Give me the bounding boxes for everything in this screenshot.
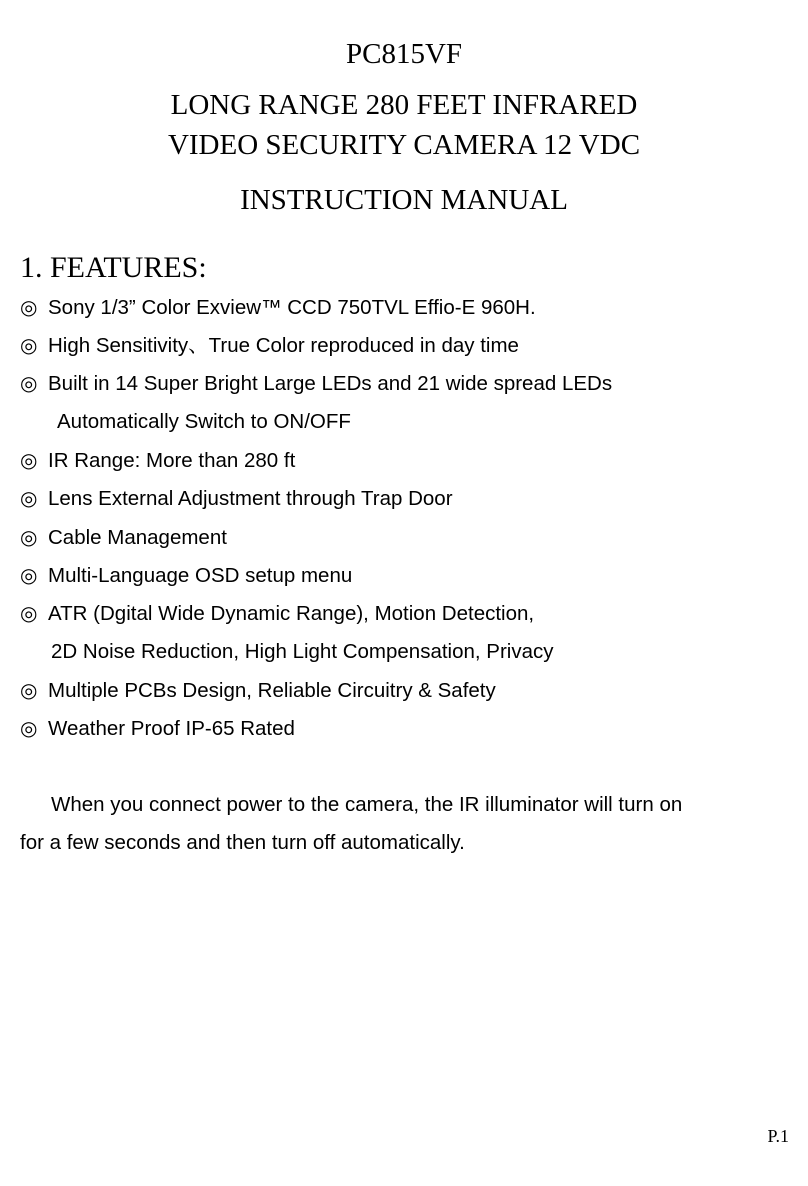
title-line-1: LONG RANGE 280 FEET INFRARED [170,89,638,121]
feature-text: Weather Proof IP-65 Rated [48,717,295,740]
feature-text: Lens External Adjustment through Trap Door [48,487,453,510]
bullet-icon: ◎ [20,525,38,549]
feature-item [20,370,612,397]
bullet-icon: ◎ [20,448,38,472]
bullet-icon: ◎ [20,716,38,740]
feature-continuation: 2D Noise Reduction, High Light Compensation, Privacy [51,640,554,663]
manual-title: INSTRUCTION MANUAL [240,184,568,216]
feature-item [20,485,453,512]
bullet-icon: ◎ [20,486,38,510]
feature-item [20,600,534,627]
feature-text: Built in 14 Super Bright Large LEDs and 21 wide spread LEDs [48,372,613,395]
feature-item [20,447,295,474]
title-line-2: VIDEO SECURITY CAMERA 12 VDC [167,129,641,161]
bullet-icon: ◎ [20,371,38,395]
page-number: P.1 [767,1126,789,1146]
feature-item [20,715,295,742]
bullet-icon: ◎ [20,563,38,587]
feature-text: High Sensitivity、True Color reproduced in day time [48,334,519,357]
feature-item [20,562,352,589]
note-line-1: When you connect power to the camera, the IR illuminator will turn on [51,793,683,816]
note-line-2: for a few seconds and then turn off automatically. [20,831,465,854]
feature-item [20,677,496,704]
bullet-icon: ◎ [20,678,38,702]
features-heading: 1. FEATURES: [20,251,207,284]
model-number: PC815VF [345,38,463,70]
feature-item [20,294,536,321]
feature-text: IR Range: More than 280 ft [48,449,296,472]
feature-continuation: Automatically Switch to ON/OFF [57,410,351,433]
feature-item [20,332,519,359]
bullet-icon: ◎ [20,295,38,319]
feature-text: Multiple PCBs Design, Reliable Circuitry & Safety [48,679,496,702]
bullet-icon: ◎ [20,333,38,357]
feature-text: Cable Management [48,526,227,549]
bullet-icon: ◎ [20,601,38,625]
feature-text: ATR (Dgital Wide Dynamic Range), Motion Detection, [48,602,535,625]
feature-text: Multi-Language OSD setup menu [48,564,353,587]
feature-item [20,524,227,551]
feature-text: Sony 1/3” Color Exview™ CCD 750TVL Effio-E 960H. [48,296,536,319]
